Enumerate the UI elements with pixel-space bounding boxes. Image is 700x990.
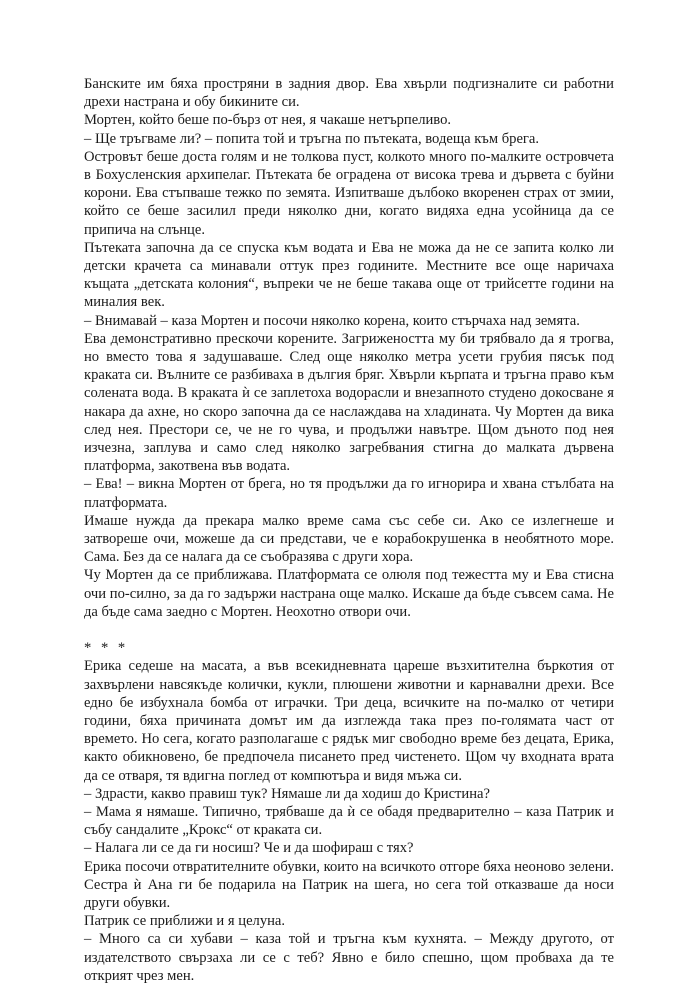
paragraph: Чу Мортен да се приближава. Платформата се олюля под тежестта му и Ева стисна очи по-силно, за да го задържи настрана още малко. Искаше да бъде съвсем сама. Не да бъде сама заедно с Мортен. Неохотно отвори очи.: [84, 567, 614, 620]
paragraph: – Здрасти, какво правиш тук? Нямаше ли да ходиш до Кристина?: [84, 785, 490, 802]
paragraph: Пътеката започна да се спуска към водата и Ева не можа да не се запита колко ли детски крачета са минавали оттук през годините. Местните все още наричаха къщата „детската колония“, въпреки че не беше такава още от трийсетте години на миналия век.: [84, 239, 614, 311]
paragraph: Имаше нужда да прекара малко време сама със себе си. Ако се излегнеше и затвореше очи, можеше да си представи, че е корабокрушенка в необятното море. Сама. Без да се налага да се съобразява с други хора.: [84, 512, 614, 566]
paragraph: Мортен, който беше по-бърз от нея, я чакаше нетърпеливо.: [84, 112, 452, 129]
paragraph: Патрик се приближи и я целуна.: [84, 913, 286, 930]
paragraph: – Ще тръгваме ли? – попита той и тръгна по пътеката, водеща към брега.: [84, 130, 540, 147]
document-body: [84, 75, 614, 985]
paragraph: – Налага ли се да ги носиш? Че и да шофираш с тях?: [84, 840, 414, 857]
section-separator: * * *: [84, 640, 129, 657]
paragraph: Ерика седеше на масата, а във всекидневната цареше възхитителна бъркотия от захвърлени навсякъде колички, кукли, плюшени животни и карнавални дрехи. Все едно бе избухнала бомба от играчки. Три деца, всичките на по-малко от четири години, бяха причината домът им да изглежда така през по-голямата част от времето. Но сега, когато разполагаше с рядък миг свободно време без децата, Ерика, както обикновено, бе предпочела писането пред чистенето. Щом чу входната врата да се отваря, тя вдигна поглед от компютъра и видя мъжа си.: [84, 658, 614, 784]
paragraph: – Внимавай – каза Мортен и посочи няколко корена, които стърчаха над земята.: [84, 312, 580, 329]
paragraph: – Ева! – викна Мортен от брега, но тя продължи да го игнорира и хвана стълбата на платформата.: [84, 476, 614, 511]
paragraph: Островът беше доста голям и не толкова пуст, колкото много по-малките островчета в Бохусленския архипелаг. Пътеката бе оградена от висока трева и дървета с буйни корони. Ева стъпваше тежко по земята. Изпитваше дълбоко вкоренен страх от змии, който се беше засилил преди няколко дни, когато видяха една усойница да се припича на слънце.: [84, 148, 614, 238]
paragraph: – Много са си хубави – каза той и тръгна към кухнята. – Между другото, от издателството свързаха ли се с теб? Явно е било спешно, щом пробваха да те открият чрез мен.: [84, 931, 614, 984]
paragraph: – Мама я нямаше. Типично, трябваше да ѝ се обадя предварително – каза Патрик и събу сандалите „Крокс“ от краката си.: [84, 803, 614, 839]
paragraph: Ерика посочи отвратителните обувки, които на всичкото отгоре бяха неоново зелени. Сестра ѝ Ана ги бе подарила на Патрик на шега, но сега той отказваше да носи други обувки.: [84, 858, 614, 911]
paragraph: Банските им бяха простряни в задния двор. Ева хвърли подгизналите си работни дрехи настрана и обу бикините си.: [84, 76, 614, 111]
paragraph: Ева демонстративно прескочи корените. Загрижеността му би трябвало да я трогва, но вместо това я задушаваше. След още няколко метра усети грубия пясък под краката си. Вълните се разбиваха в дългия бряг. Хвърли кърпата и тръгна право към солената вода. В краката ѝ се заплетоха водорасли и внезапното студено докосване я накара да ахне, но скоро започна да се наслаждава на хладината. Чу Мортен да вика след нея. Престори се, че не го чува, и продължи навътре. Щом дъното под нея изчезна, заплува и само след няколко загребвания стигна до малката дървена платформа, закотвена във водата.: [84, 330, 614, 475]
